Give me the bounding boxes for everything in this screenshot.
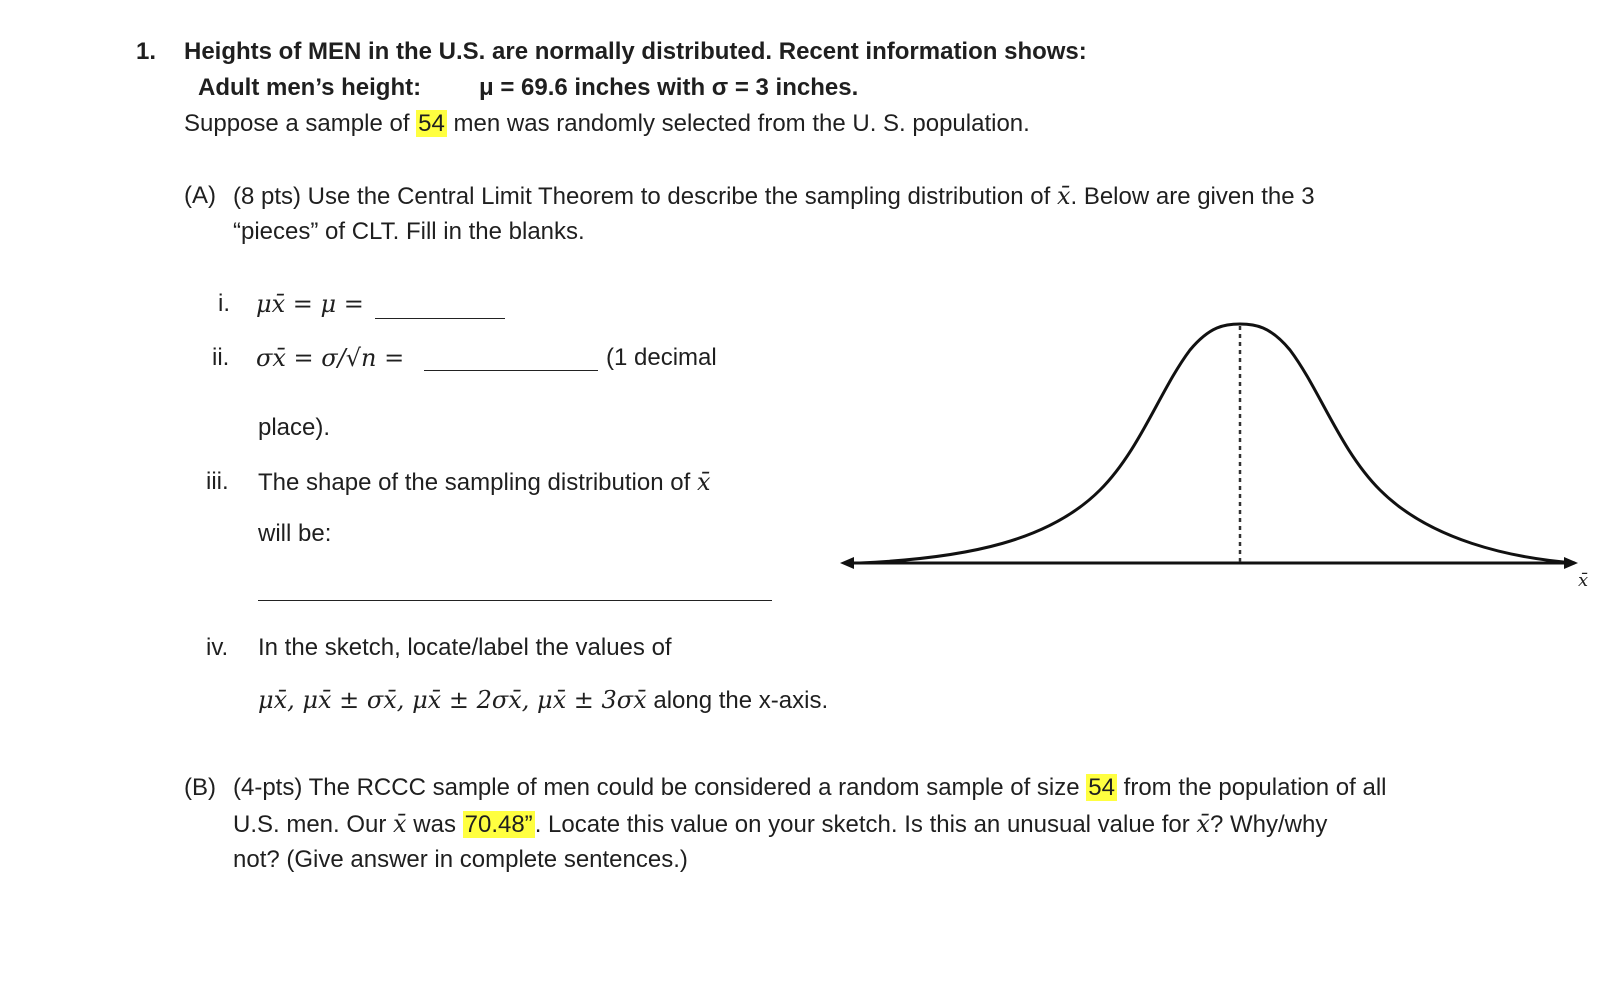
partB-l2-was: was [413,811,456,838]
item-iii-number: iii. [206,468,229,495]
question-number: 1. [136,38,157,65]
normal-curve-sketch [840,300,1600,600]
sample-size-highlight: 54 [418,110,445,137]
xbar-symbol: x̄ [1056,182,1071,210]
item-i-blank[interactable] [375,296,505,319]
partA-line2: “pieces” of CLT. Fill in the blanks. [233,218,585,245]
partB-line2 [233,810,1327,839]
partA-line1-end: . Below are given the 3 [1070,183,1315,210]
partB-line1 [233,774,1386,802]
item-iii-blank[interactable] [258,578,772,601]
axis-label-xbar: x̄ [1578,570,1589,591]
bell-curve [860,324,1575,563]
axis-arrow-left [840,557,854,569]
item-iii-text [258,468,710,497]
adult-height-label: Adult men’s height: [198,74,422,101]
item-ii-number: ii. [212,344,230,371]
sample-pre: Suppose a sample of [184,110,410,137]
item-i-formula: μx̄ = μ = [256,290,364,318]
item-ii-suffix: (1 decimal [606,344,717,371]
partB-size-highlight: 54 [1088,774,1115,801]
sample-post: men was randomly selected from the U. S. population. [453,110,1030,137]
partB-xbar: x̄ [393,810,407,838]
partB-l2-q: ? Why/why [1209,811,1328,838]
xbar-symbol-iii: x̄ [696,468,711,496]
partB-l2-pre: U.S. men. Our [233,811,387,838]
partA-line1 [233,182,1315,211]
partB-l1-pre: (4-pts) The RCCC sample of men could be considered a random sample of size [233,774,1080,801]
item-iii-label: The shape of the sampling distribution of [258,469,691,496]
item-ii-formula: σx̄ = σ/√n = [256,344,405,372]
partB-xbar-2: x̄ [1196,810,1210,838]
item-ii-cont: place). [258,414,331,441]
partB-label: (B) [184,774,216,801]
item-ii-blank[interactable] [424,348,598,371]
item-iv-formula-end: along the x-axis. [653,687,829,714]
partB-line3: not? (Give answer in complete sentences.) [233,846,688,873]
item-iv-number: iv. [206,634,229,661]
population-params: μ = 69.6 inches with σ = 3 inches. [479,74,859,101]
question-heading: Heights of MEN in the U.S. are normally distributed. Recent information shows: [184,38,1087,65]
item-iv-text: In the sketch, locate/label the values of [258,634,672,661]
item-i-number: i. [218,290,230,317]
item-iv-formula-line [258,686,828,715]
partB-value-highlight: 70.48” [464,811,533,838]
partB-l2-post: . Locate this value on your sketch. Is this an unusual value for [534,811,1190,838]
item-iii-cont: will be: [258,520,332,547]
partA-line1-text: (8 pts) Use the Central Limit Theorem to describe the sampling distribution of [233,183,1051,210]
partB-l1-post: from the population of all [1123,774,1387,801]
partA-label: (A) [184,182,216,209]
sample-sentence [184,110,1030,138]
item-iv-formula: μx̄, μx̄ ± σx̄, μx̄ ± 2σx̄, μx̄ ± 3σx̄ [258,686,647,714]
